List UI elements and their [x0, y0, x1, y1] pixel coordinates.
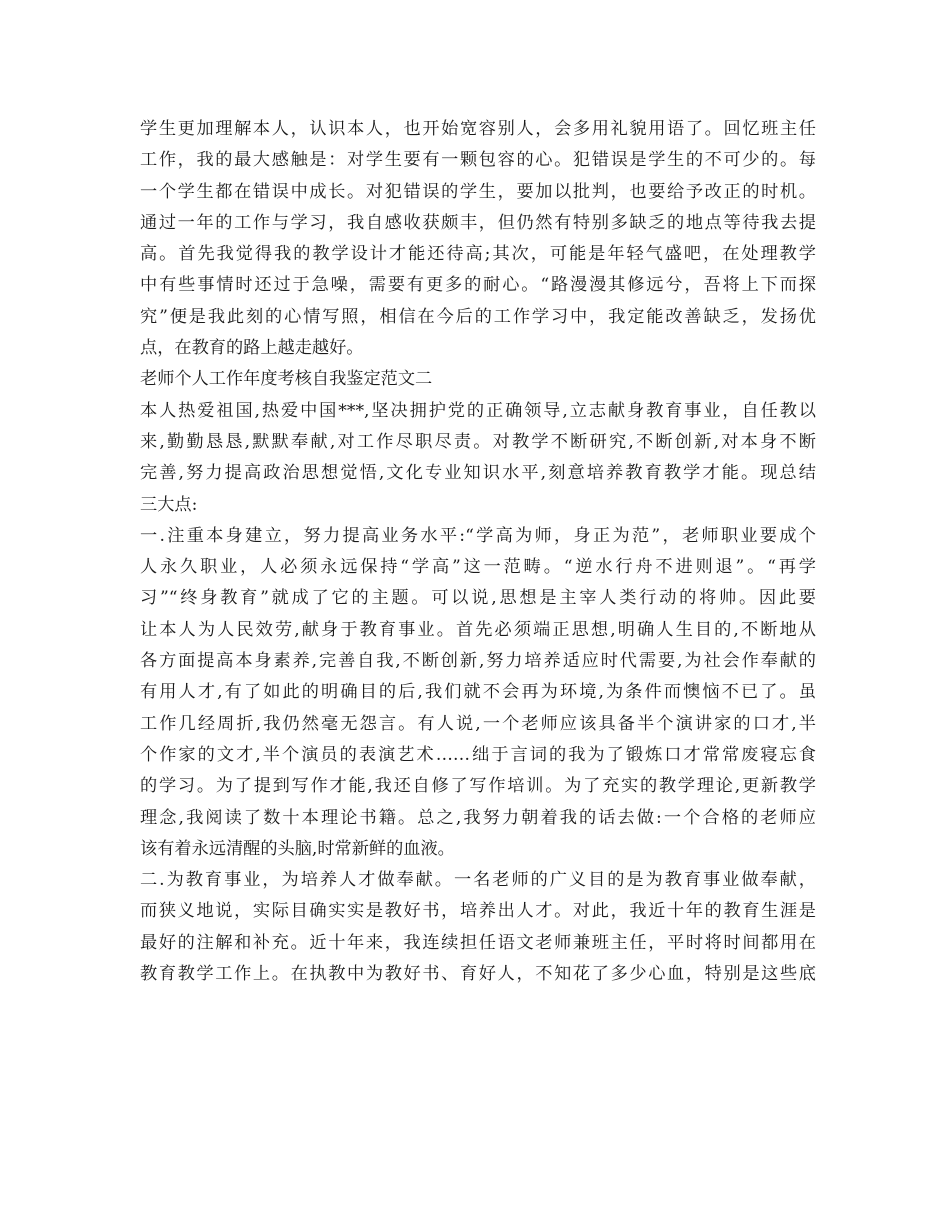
text-line: 理念,我阅读了数十本理论书籍。总之,我努力朝着我的话去做:一个合格的老师应 [140, 807, 816, 828]
text-line: 一个学生都在错误中成长。对犯错误的学生，要加以批判，也要给予改正的时机。 [140, 181, 816, 202]
text-line: 各方面提高本身素养,完善自我,不断创新,努力培养适应时代需要,为社会作奉献的 [140, 651, 816, 672]
text-line: 的学习。为了提到写作才能,我还自修了写作培训。为了充实的教学理论,更新教学 [140, 776, 816, 797]
text-line: 工作几经周折,我仍然毫无怨言。有人说,一个老师应该具备半个演讲家的口才,半 [140, 713, 816, 734]
text-line: 通过一年的工作与学习，我自感收获颇丰，但仍然有特别多缺乏的地点等待我去提 [140, 212, 816, 233]
text-line: 让本人为人民效劳,献身于教育事业。首先必须端正思想,明确人生目的,不断地从 [140, 619, 816, 640]
text-line: 该有着永远清醒的头脑,时常新鲜的血液。 [140, 838, 455, 859]
text-line: 而狭义地说，实际目确实实是教好书，培养出人才。对此，我近十年的教育生涯是 [140, 901, 816, 922]
text-line: 中有些事情时还过于急噪，需要有更多的耐心。“路漫漫其修远兮，吾将上下而探 [140, 275, 816, 296]
text-line: 最好的注解和补充。近十年来，我连续担任语文老师兼班主任，平时将时间都用在 [140, 932, 816, 953]
text-line: 教育教学工作上。在执教中为教好书、育好人，不知花了多少心血，特别是这些底 [140, 964, 816, 985]
document-body [140, 114, 816, 990]
text-line: 二.为教育事业，为培养人才做奉献。一名老师的广义目的是为教育事业做奉献， [140, 870, 816, 891]
section-heading: 老师个人工作年度考核自我鉴定范文二 [140, 369, 433, 390]
text-line: 本人热爱祖国,热爱中国***,坚决拥护党的正确领导,立志献身教育事业，自任教以 [140, 400, 816, 421]
text-line: 学生更加理解本人，认识本人，也开始宽容别人，会多用礼貌用语了。回忆班主任 [140, 119, 816, 139]
text-line: 习”“终身教育”就成了它的主题。可以说,思想是主宰人类行动的将帅。因此要 [140, 588, 816, 609]
text-line: 点，在教育的路上越走越好。 [140, 338, 364, 359]
text-line: 一.注重本身建立，努力提高业务水平:“学高为师，身正为范”，老师职业要成个 [140, 525, 816, 546]
text-line: 三大点: [140, 494, 198, 515]
text-line: 来,勤勤恳恳,默默奉献,对工作尽职尽责。对教学不断研究,不断创新,对本身不断 [140, 431, 816, 452]
text-line: 究”便是我此刻的心情写照，相信在今后的工作学习中，我定能改善缺乏，发扬优 [140, 306, 816, 327]
text-line: 高。首先我觉得我的教学设计才能还待高;其次，可能是年轻气盛吧，在处理教学 [140, 244, 816, 265]
text-line: 人永久职业，人必须永远保持“学高”这一范畴。“逆水行舟不进则退”。“再学 [140, 557, 816, 578]
text-line: 个作家的文才,半个演员的表演艺术……绌于言词的我为了锻炼口才常常废寝忘食 [140, 744, 816, 765]
text-line: 工作，我的最大感触是：对学生要有一颗包容的心。犯错误是学生的不可少的。每 [140, 150, 816, 171]
text-line: 完善,努力提高政治思想觉悟,文化专业知识水平,刻意培养教育教学才能。现总结 [140, 463, 816, 484]
text-line: 有用人才,有了如此的明确目的后,我们就不会再为环境,为条件而懊恼不已了。虽 [140, 682, 816, 703]
